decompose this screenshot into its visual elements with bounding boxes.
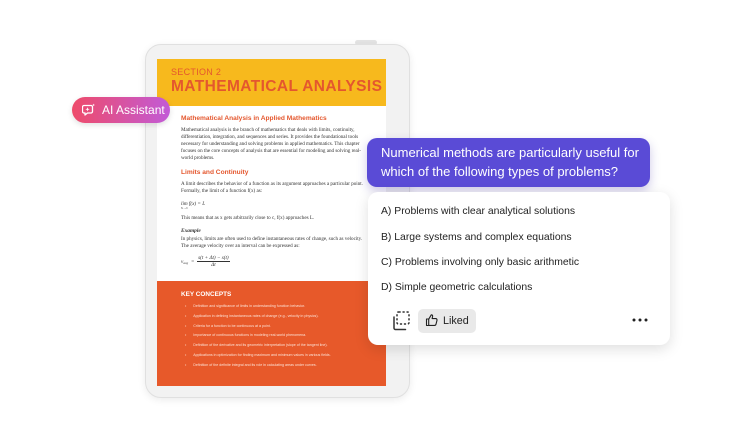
key-concept-item: • Criteria for a function to be continuous at a point. (185, 322, 331, 332)
section-label: SECTION 2 (171, 67, 222, 77)
answer-option-d[interactable]: D) Simple geometric calculations (381, 282, 533, 293)
key-concept-item: • Importance of continuous functions in modeling real-world phenomena. (185, 331, 331, 341)
formula-velocity (181, 255, 230, 268)
doc-heading-limits: Limits and Continuity (181, 169, 249, 176)
key-concept-item: • Definition of the derivative and its geometric interpretation (slope of the tangent line). (185, 341, 331, 351)
section-title: MATHEMATICAL ANALYSIS (171, 78, 383, 95)
key-concept-item: • Definition of the definite integral and its role in calculating areas under curves. (185, 361, 331, 371)
question-bubble (367, 138, 650, 187)
formula-limit-subscript: x→c (181, 206, 188, 210)
document-page (157, 59, 386, 386)
doc-paragraph-intro: Mathematical analysis is the branch of mathematics that deals with limits, continuity, differentiation, integration, and sequences and series. It provides the foundational tools necessary for understanding and solving problems in applied mathematics. This chapter focuses on the core concepts of analysis that are essential for modeling and solving real-world problems. (181, 127, 361, 161)
answer-option-b[interactable]: B) Large systems and complex equations (381, 232, 572, 243)
doc-heading-applied: Mathematical Analysis in Applied Mathematics (181, 115, 327, 122)
sparkle-chat-icon (82, 103, 96, 117)
formula-equals-sign: = (191, 258, 195, 265)
more-options-button[interactable] (630, 313, 650, 327)
copy-button[interactable] (388, 310, 412, 332)
doc-paragraph-limit-meaning: This means that as x gets arbitrarily close to c, f(x) approaches L. (181, 215, 315, 221)
answer-option-c[interactable]: C) Problems involving only basic arithmetic (381, 257, 580, 268)
answer-options-card (368, 192, 670, 345)
formula-numerator: s(t + Δt) − s(t) (198, 255, 229, 261)
key-concepts-panel (157, 281, 386, 386)
thumbs-up-icon (425, 313, 439, 327)
doc-paragraph-velocity: In physics, limits are often used to define instantaneous rates of change, such as velocity. The average velocity over an interval can be expressed as: (181, 236, 363, 249)
formula-velocity-subscript: avg (183, 261, 189, 265)
more-horizontal-icon (630, 313, 650, 327)
like-button[interactable] (418, 309, 476, 333)
document-header-band (157, 59, 386, 106)
key-concept-item: • Application in defining instantaneous rates of change (e.g., velocity in physics). (185, 312, 331, 322)
formula-fraction (197, 255, 230, 268)
key-concept-item: • Definition and significance of limits in understanding function behavior. (185, 302, 331, 312)
key-concepts-list (185, 302, 331, 371)
formula-denominator: Δt (211, 262, 216, 268)
key-concepts-title: KEY CONCEPTS (181, 291, 232, 298)
doc-paragraph-limit-def: A limit describes the behavior of a function as its argument approaches a particular point. Formally, the limit of a function f(x) as: (181, 181, 363, 194)
formula-limit-expression: lim f(x) = L (181, 201, 206, 207)
question-text: Numerical methods are particularly useful for which of the following types of problems? (381, 145, 639, 179)
ai-assistant-button[interactable] (72, 97, 170, 123)
copy-icon (388, 310, 412, 332)
formula-limit (181, 201, 205, 210)
ai-assistant-label: AI Assistant (102, 103, 165, 117)
key-concept-item: • Applications in optimization for finding maximum and minimum values in various fields. (185, 351, 331, 361)
like-label: Liked (443, 315, 469, 327)
formula-velocity-lhs: v (181, 258, 184, 265)
doc-example-label: Example (181, 228, 201, 234)
answer-option-a[interactable]: A) Problems with clear analytical solutions (381, 206, 576, 217)
